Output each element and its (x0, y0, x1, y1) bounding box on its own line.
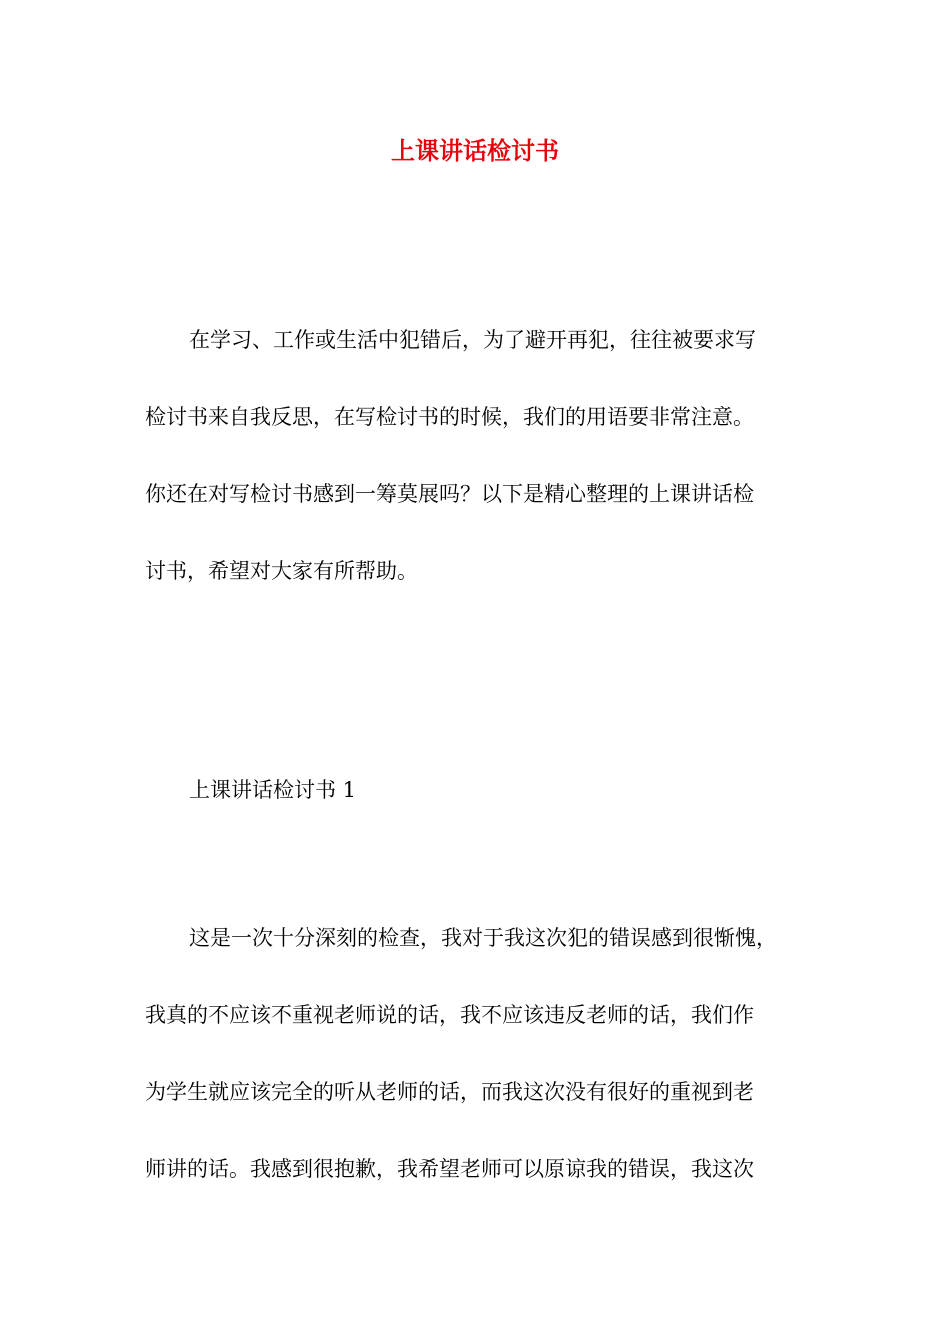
paragraph-line: 这是一次十分深刻的检查，我对于我这次犯的错误感到很惭愧， (189, 926, 777, 950)
intro-paragraph (145, 322, 825, 630)
paragraph-line: 在学习、工作或生活中犯错后，为了避开再犯，往往被要求写 (189, 328, 756, 352)
paragraph-line: 为学生就应该完全的听从老师的话，而我这次没有很好的重视到老 (145, 1080, 754, 1104)
paragraph-line: 讨书，希望对大家有所帮助。 (145, 559, 418, 583)
paragraph-line: 检讨书来自我反思，在写检讨书的时候，我们的用语要非常注意。 (145, 405, 754, 429)
paragraph-line: 我真的不应该不重视老师说的话，我不应该违反老师的话，我们作 (145, 1003, 754, 1027)
document-title: 上课讲话检讨书 (391, 136, 559, 165)
paragraph-line: 师讲的话。我感到很抱歉，我希望老师可以原谅我的错误，我这次 (145, 1157, 754, 1181)
section-heading: 上课讲话检讨书 1 (189, 778, 357, 802)
paragraph-line: 你还在对写检讨书感到一筹莫展吗？以下是精心整理的上课讲话检 (145, 482, 754, 506)
section1-paragraph (145, 920, 825, 1228)
